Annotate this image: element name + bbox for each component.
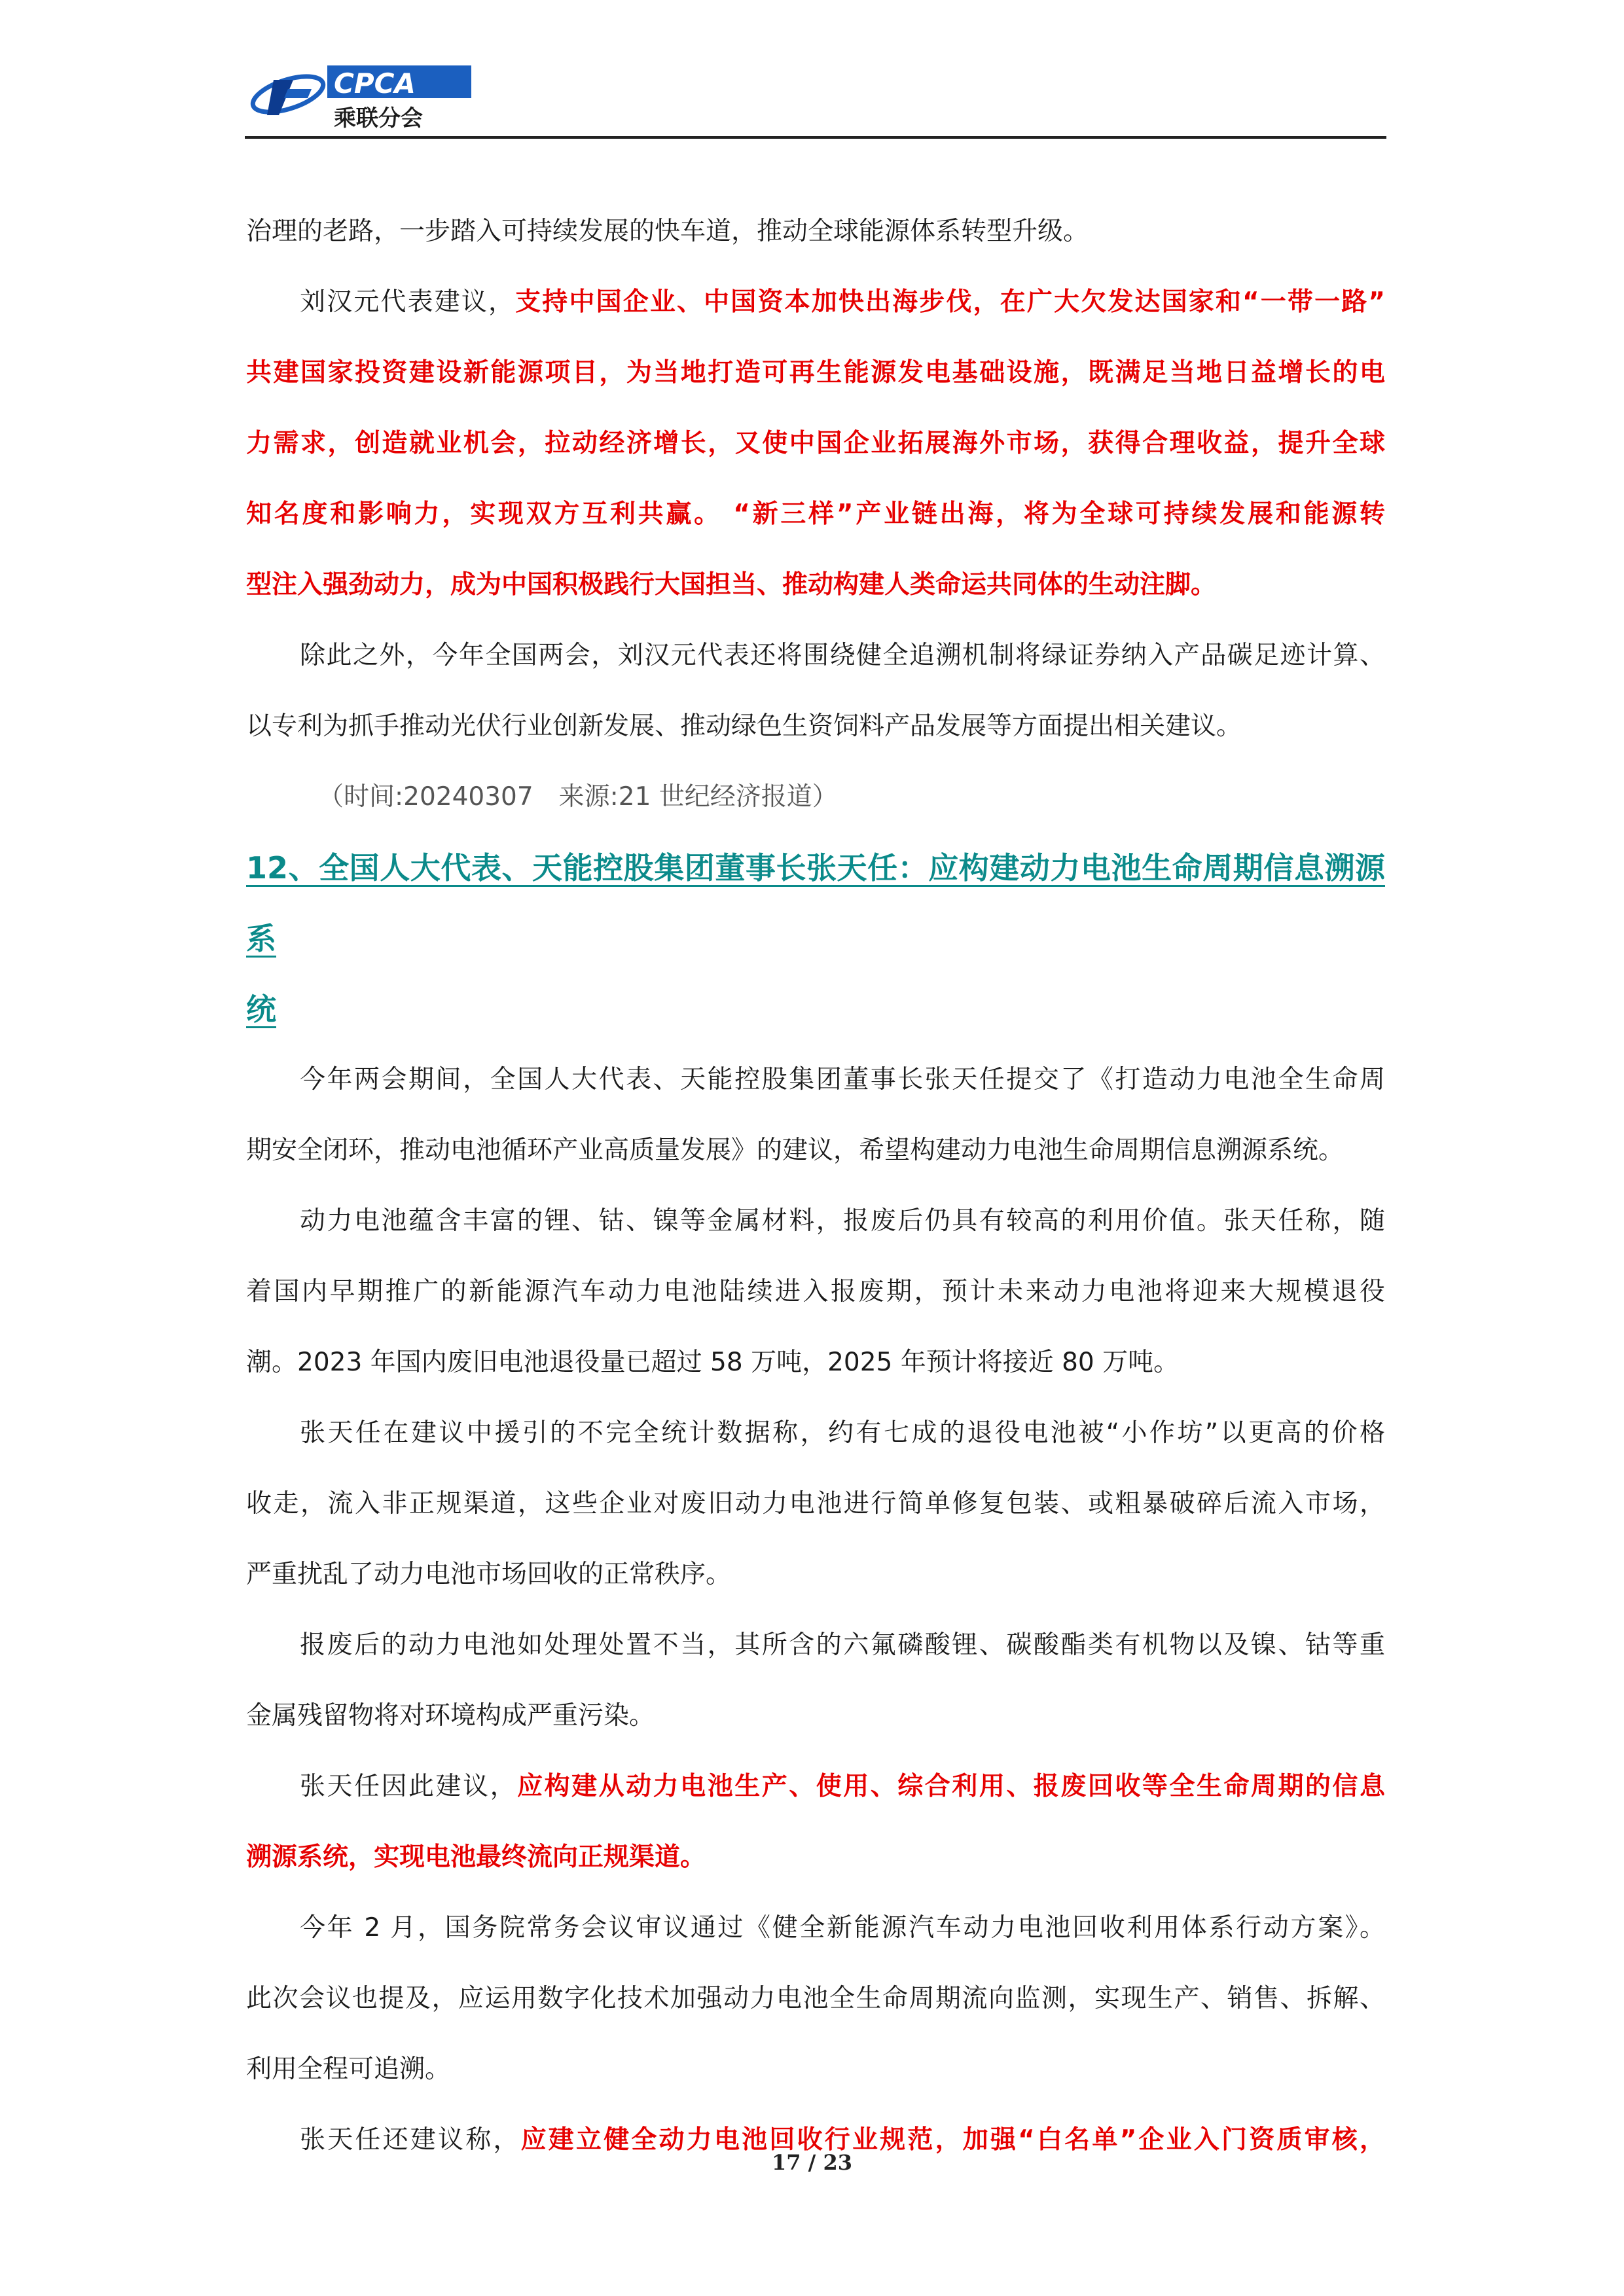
text-line: 报废后的动力电池如处理处置不当，其所含的六氟磷酸锂、碳酸酯类有机物以及镍、钴等重 (300, 1630, 1385, 1660)
paragraph-informal-channels (246, 1398, 1385, 1610)
header-rule (245, 136, 1386, 139)
source-note: （时间:20240307 来源:21 世纪经济报道） (318, 782, 838, 812)
text-line: 今年 2 月，国务院常务会议审议通过《健全新能源汽车动力电池回收利用体系行动方案》。 (300, 1913, 1385, 1943)
text-line: 潮。2023 年国内废旧电池退役量已超过 58 万吨，2025 年预计将接近 80 万吨。 (246, 1348, 1180, 1377)
paragraph-pollution (246, 1610, 1385, 1751)
logo-text-cn: 乘联分会 (334, 105, 423, 132)
text-line: 着国内早期推广的新能源汽车动力电池陆续进入报废期，预计未来动力电池将迎来大规模退役 (246, 1277, 1385, 1306)
highlighted-text: 支持中国企业、中国资本加快出海步伐，在广大欠发达国家和“一带一路” (515, 287, 1385, 317)
text-line: 除此之外，今年全国两会，刘汉元代表还将围绕健全追溯机制将绿证券纳入产品碳足迹计算、 (300, 641, 1385, 670)
text-line: 型注入强劲动力，成为中国积极践行大国担当、推动构建人类命运共同体的生动注脚。 (246, 570, 1217, 600)
paragraph-other-proposals (246, 620, 1385, 762)
highlighted-text: 应建立健全动力电池回收行业规范，加强“白名单”企业入门资质审核， (520, 2125, 1385, 2155)
paragraph-continuation: 治理的老路，一步踏入可持续发展的快车道，推动全球能源体系转型升级。 (246, 217, 1089, 246)
text-line: 共建国家投资建设新能源项目，为当地打造可再生能源发电基础设施，既满足当地日益增长的电 (246, 358, 1385, 387)
text-line: 知名度和影响力，实现双方互利共赢。 “新三样”产业链出海，将为全球可持续发展和能源转 (246, 499, 1385, 529)
heading-line: 统 (246, 992, 276, 1027)
highlighted-text: 应构建从动力电池生产、使用、综合利用、报废回收等全生命周期的信息 (517, 1772, 1385, 1801)
text-line: 以专利为抓手推动光伏行业创新发展、推动绿色生资饲料产品发展等方面提出相关建议。 (246, 711, 1242, 741)
text-line: 收走，流入非正规渠道，这些企业对废旧动力电池进行简单修复包装、或粗暴破碎后流入市场， (246, 1489, 1385, 1518)
text-line: 严重扰乱了动力电池市场回收的正常秩序。 (246, 1560, 732, 1589)
plain-text: 张天任还建议称， (300, 2125, 521, 2155)
text-line: 金属残留物将对环境构成严重污染。 (246, 1701, 655, 1731)
paragraph-intro (246, 1045, 1385, 1186)
text-line: 利用全程可追溯。 (246, 2054, 451, 2084)
text-line: 溯源系统，实现电池最终流向正规渠道。 (246, 1842, 706, 1872)
text-line: 今年两会期间，全国人大代表、天能控股集团董事长张天任提交了《打造动力电池全生命周 (300, 1065, 1385, 1094)
text-line: 期安全闭环，推动电池循环产业高质量发展》的建议，希望构建动力电池生命周期信息溯源系统。 (246, 1136, 1344, 1165)
text-line: 张天任在建议中援引的不完全统计数据称，约有七成的退役电池被“小作坊”以更高的价格 (300, 1418, 1385, 1448)
text-line (246, 267, 1385, 338)
page-number: 17 / 23 (771, 2150, 853, 2175)
text-line: 力需求，创造就业机会，拉动经济增长，又使中国企业拓展海外市场，获得合理收益，提升全球 (246, 429, 1385, 458)
section-heading (246, 833, 1385, 1045)
text-line (246, 1751, 1385, 1822)
page-content (246, 196, 1385, 2176)
logo-text-en: CPCA (334, 67, 416, 99)
paragraph-state-council (246, 1893, 1385, 2105)
paragraph-traceability-proposal (246, 1751, 1385, 1893)
cpca-logo (247, 60, 477, 137)
plain-text: 张天任因此建议， (300, 1772, 518, 1801)
text-line: 此次会议也提及，应运用数字化技术加强动力电池全生命周期流向监测，实现生产、销售、拆解、 (246, 1984, 1385, 2013)
plain-text: 刘汉元代表建议， (300, 287, 516, 317)
text-line: 动力电池蕴含丰富的锂、钴、镍等金属材料，报废后仍具有较高的利用价值。张天任称，随 (300, 1206, 1385, 1236)
paragraph-battery-value (246, 1186, 1385, 1398)
paragraph-liu-proposal (246, 267, 1385, 620)
heading-line: 12、全国人大代表、天能控股集团董事长张天任：应构建动力电池生命周期信息溯源系 (246, 850, 1385, 956)
cpca-logo-icon (247, 60, 477, 137)
